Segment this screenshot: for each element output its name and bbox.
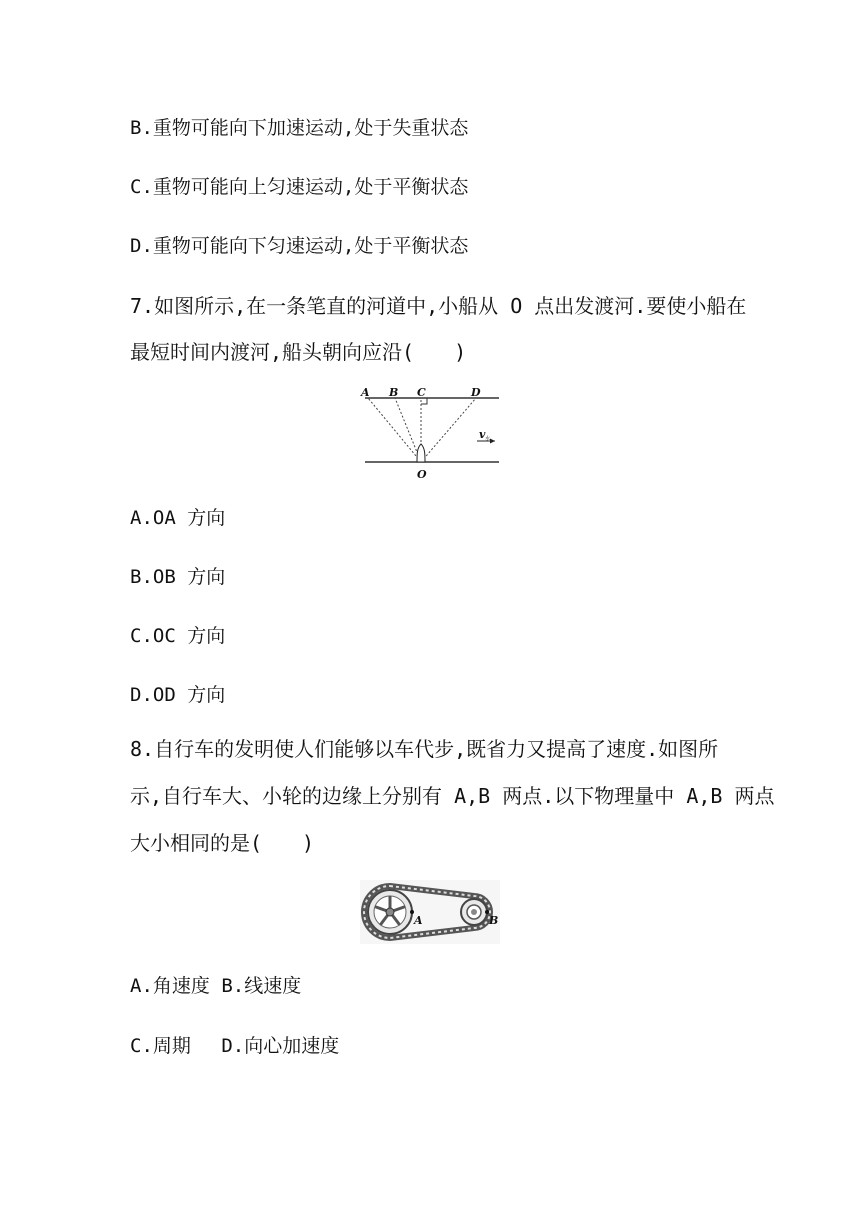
option-6d: D.重物可能向下匀速运动,处于平衡状态	[130, 235, 469, 257]
label-o: O	[417, 468, 427, 481]
question-7-stem-line-1: 7.如图所示,在一条笔直的河道中,小船从 O 点出发渡河.要使小船在	[130, 294, 747, 318]
option-7a: A.OA 方向	[130, 507, 226, 529]
river-crossing-diagram	[355, 384, 505, 484]
boat-icon	[417, 444, 425, 462]
options-8-row-1: A.角速度 B.线速度	[130, 975, 302, 997]
flow-arrow-head	[490, 439, 495, 444]
label-b: B	[389, 386, 399, 399]
label-d: D	[471, 386, 481, 399]
question-8-stem-line-2: 示,自行车大、小轮的边缘上分别有 A,B 两点.以下物理量中 A,B 两点	[130, 784, 775, 808]
big-sprocket-hub	[386, 908, 394, 916]
option-7c: C.OC 方向	[130, 625, 226, 647]
label-v: v	[479, 428, 486, 441]
line-od	[421, 398, 476, 462]
option-7b: B.OB 方向	[130, 566, 226, 588]
label-c: C	[417, 386, 426, 399]
label-a: A	[361, 386, 370, 399]
options-8-row-2: C.周期 D.向心加速度	[130, 1035, 340, 1057]
question-8-stem-line-3: 大小相同的是( )	[130, 831, 315, 855]
label-v-subscript: 水	[485, 436, 491, 442]
option-7d: D.OD 方向	[130, 684, 226, 706]
line-oa	[368, 398, 421, 462]
label-point-b: B	[489, 914, 499, 927]
question-8-stem-line-1: 8.自行车的发明使人们能够以车代步,既省力又提高了速度.如图所	[130, 737, 719, 761]
option-6c: C.重物可能向上匀速运动,处于平衡状态	[130, 176, 469, 198]
label-point-a: A	[414, 914, 423, 927]
question-7-stem-line-2: 最短时间内渡河,船头朝向应沿( )	[130, 340, 467, 364]
bicycle-chain-diagram	[360, 880, 500, 944]
option-6b: B.重物可能向下加速运动,处于失重状态	[130, 117, 469, 139]
small-sprocket-hub	[471, 909, 477, 915]
